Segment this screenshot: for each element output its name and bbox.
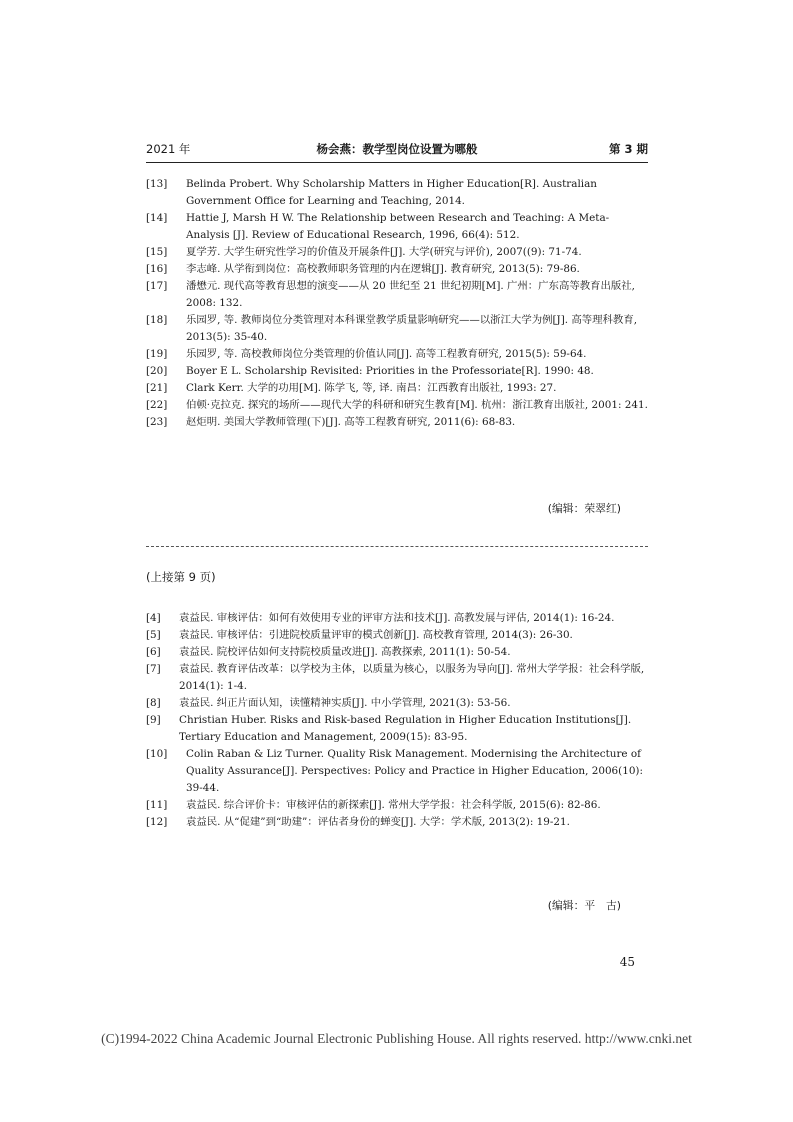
reference-item bbox=[146, 814, 648, 831]
reference-text: 李志峰. 从学衔到岗位：高校教师职务管理的内在逻辑[J]. 教育研究, 2013(5): 79-86. bbox=[186, 263, 580, 275]
reference-item bbox=[146, 414, 648, 431]
reference-text: 袁益民. 院校评估如何支持院校质量改进[J]. 高教探索, 2011(1): 50-54. bbox=[179, 646, 511, 658]
reference-item bbox=[146, 380, 648, 397]
reference-item bbox=[146, 627, 648, 644]
reference-item bbox=[146, 363, 648, 380]
editor-note-top: (编辑：荣翠红) bbox=[547, 502, 621, 515]
reference-text: 袁益民. 综合评价卡：审核评估的新探索[J]. 常州大学学报：社会科学版, 2015(6): 82-86. bbox=[186, 799, 601, 811]
reference-item bbox=[146, 261, 648, 278]
reference-number: [20] bbox=[146, 365, 168, 377]
reference-item bbox=[146, 244, 648, 261]
reference-item bbox=[146, 644, 648, 661]
reference-text: 袁益民. 审核评估：引进院校质量评审的模式创新[J]. 高校教育管理, 2014(3): 26-30. bbox=[179, 629, 573, 641]
reference-item bbox=[146, 210, 648, 244]
reference-text: 乐园罗, 等. 高校教师岗位分类管理的价值认同[J]. 高等工程教育研究, 2015(5): 59-64. bbox=[186, 348, 587, 360]
header-title: 杨会燕：教学型岗位设置为哪般 bbox=[316, 142, 478, 156]
reference-item bbox=[146, 797, 648, 814]
reference-number: [22] bbox=[146, 399, 168, 411]
reference-text: Boyer E L. Scholarship Revisited: Priorities in the Professoriate[R]. 1990: 48. bbox=[186, 365, 594, 377]
reference-text: 赵炬明. 美国大学教师管理(下)[J]. 高等工程教育研究, 2011(6): 68-83. bbox=[186, 416, 516, 428]
reference-item bbox=[146, 746, 648, 797]
reference-text: 伯顿·克拉克. 探究的场所——现代大学的科研和研究生教育[M]. 杭州：浙江教育出版社, 2001: 241. bbox=[186, 399, 648, 411]
reference-number: [10] bbox=[146, 748, 168, 760]
reference-item bbox=[146, 695, 648, 712]
reference-number: [13] bbox=[146, 178, 168, 190]
reference-number: [18] bbox=[146, 314, 168, 326]
reference-text: Hattie J, Marsh H W. The Relationship between Research and Teaching: A Meta-Analysis [J]. Review of Educational Research, 1996, 66(4): 512. bbox=[186, 212, 610, 241]
reference-text: 袁益民. 纠正片面认知，读懂精神实质[J]. 中小学管理, 2021(3): 53-56. bbox=[179, 697, 511, 709]
continued-from-note: (上接第 9 页) bbox=[146, 570, 216, 584]
reference-item bbox=[146, 397, 648, 414]
reference-number: [21] bbox=[146, 382, 168, 394]
header-issue: 第 3 期 bbox=[608, 142, 648, 156]
reference-list-top bbox=[146, 176, 648, 431]
editor-note-bottom: (编辑：平 古) bbox=[547, 899, 621, 912]
reference-number: [14] bbox=[146, 212, 168, 224]
copyright-footer: (C)1994-2022 China Academic Journal Electronic Publishing House. All rights reserved. http://www.cnki.net bbox=[101, 1031, 692, 1046]
reference-text: 袁益民. 审核评估：如何有效使用专业的评审方法和技术[J]. 高教发展与评估, 2014(1): 16-24. bbox=[179, 612, 615, 624]
reference-item bbox=[146, 312, 648, 346]
reference-text: Clark Kerr. 大学的功用[M]. 陈学飞, 等, 译. 南昌：江西教育出版社, 1993: 27. bbox=[186, 382, 557, 394]
running-header bbox=[146, 140, 648, 163]
reference-number: [9] bbox=[146, 714, 161, 726]
reference-text: 潘懋元. 现代高等教育思想的演变——从 20 世纪至 21 世纪初期[M]. 广州：广东高等教育出版社, 2008: 132. bbox=[186, 280, 635, 309]
reference-text: Colin Raban & Liz Turner. Quality Risk Management. Modernising the Architecture of Quality Assurance[J]. Perspectives: Policy and Practice in Higher Education, 2006(10): 39-44. bbox=[186, 748, 643, 794]
reference-number: [12] bbox=[146, 816, 168, 828]
reference-number: [8] bbox=[146, 697, 161, 709]
reference-item bbox=[146, 661, 648, 695]
reference-number: [11] bbox=[146, 799, 168, 811]
section-divider bbox=[146, 546, 648, 547]
reference-number: [19] bbox=[146, 348, 168, 360]
reference-item bbox=[146, 712, 648, 746]
page-number: 45 bbox=[619, 955, 635, 969]
reference-text: Belinda Probert. Why Scholarship Matters in Higher Education[R]. Australian Government Office for Learning and Teaching, 2014. bbox=[186, 178, 597, 207]
reference-number: [7] bbox=[146, 663, 161, 675]
reference-number: [15] bbox=[146, 246, 168, 258]
reference-number: [5] bbox=[146, 629, 161, 641]
reference-text: Christian Huber. Risks and Risk-based Regulation in Higher Education Institutions[J]. Tertiary Education and Management, 2009(15): 83-95. bbox=[179, 714, 632, 743]
reference-item bbox=[146, 278, 648, 312]
reference-number: [6] bbox=[146, 646, 161, 658]
reference-item bbox=[146, 610, 648, 627]
reference-number: [23] bbox=[146, 416, 168, 428]
reference-text: 袁益民. 教育评估改革：以学校为主体，以质量为核心，以服务为导向[J]. 常州大学学报：社会科学版, 2014(1): 1-4. bbox=[179, 663, 645, 692]
reference-number: [17] bbox=[146, 280, 168, 292]
reference-text: 袁益民. 从“促建”到“助建”：评估者身份的蝉变[J]. 大学：学术版, 2013(2): 19-21. bbox=[186, 816, 570, 828]
reference-text: 乐园罗, 等. 教师岗位分类管理对本科课堂教学质量影响研究——以浙江大学为例[J]. 高等理科教育, 2013(5): 35-40. bbox=[186, 314, 638, 343]
reference-text: 夏学芳. 大学生研究性学习的价值及开展条件[J]. 大学(研究与评价), 2007((9): 71-74. bbox=[186, 246, 582, 258]
header-year: 2021 年 bbox=[146, 142, 191, 156]
reference-number: [16] bbox=[146, 263, 168, 275]
reference-list-bottom bbox=[146, 610, 648, 831]
reference-item bbox=[146, 176, 648, 210]
reference-number: [4] bbox=[146, 612, 161, 624]
reference-item bbox=[146, 346, 648, 363]
